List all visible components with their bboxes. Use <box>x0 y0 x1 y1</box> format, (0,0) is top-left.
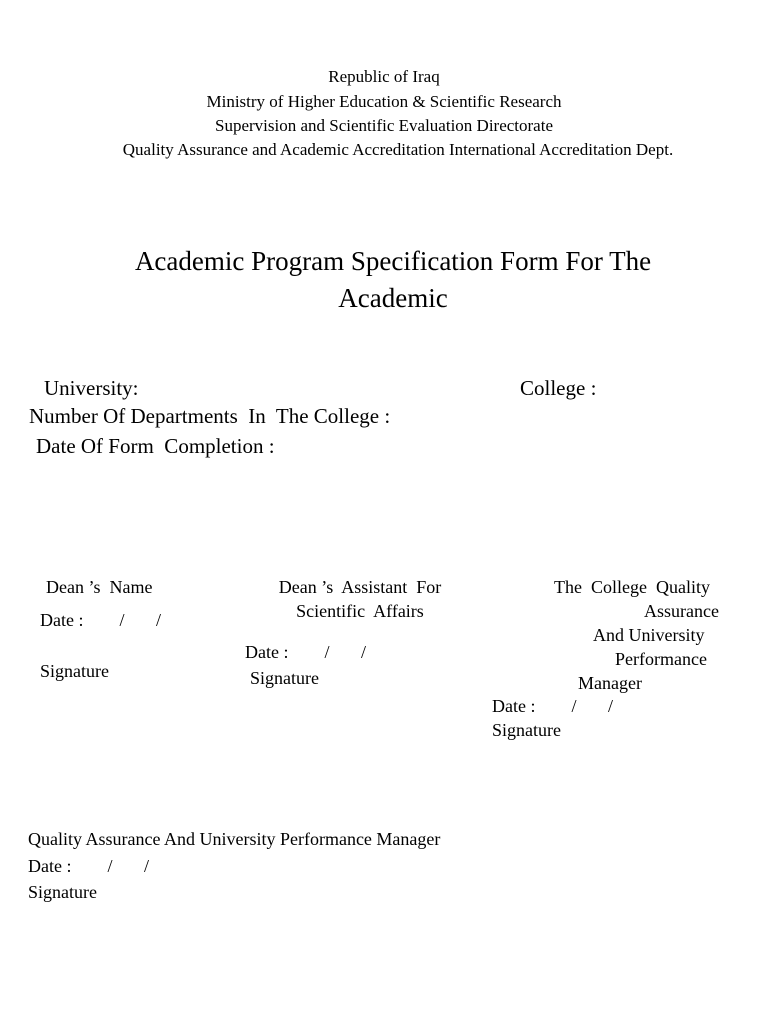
dean-name-label: Dean ’s Name <box>46 577 153 597</box>
university-quality-signature-label: Signature <box>28 882 97 902</box>
assistant-title-line2: Scientific Affairs <box>296 601 424 621</box>
header-republic: Republic of Iraq <box>328 67 440 86</box>
header-department: Quality Assurance and Academic Accreditation International Accreditation Dept. <box>122 140 674 159</box>
college-quality-title-line2: Assurance <box>644 601 719 621</box>
departments-label: Number Of Departments In The College : <box>29 404 391 428</box>
college-quality-title-line1: The College Quality <box>554 577 710 597</box>
university-quality-date-label: Date : / / <box>28 856 149 876</box>
completion-date-label: Date Of Form Completion : <box>36 434 275 458</box>
assistant-signature-label: Signature <box>250 668 319 688</box>
form-title-line1: Academic Program Specification Form For The <box>134 246 652 276</box>
assistant-title-line1: Dean ’s Assistant For <box>278 577 442 597</box>
college-quality-title-line4: Performance <box>615 649 707 669</box>
header-ministry: Ministry of Higher Education & Scientific Research <box>206 92 562 111</box>
university-label: University: <box>44 376 139 400</box>
college-quality-date-label: Date : / / <box>492 696 613 716</box>
college-quality-signature-label: Signature <box>492 720 561 740</box>
college-quality-title-line5: Manager <box>578 673 642 693</box>
college-label: College : <box>520 376 597 400</box>
dean-signature-label: Signature <box>40 661 109 681</box>
college-quality-title-line3: And University <box>593 625 705 645</box>
university-quality-title: Quality Assurance And University Performance Manager <box>28 829 441 849</box>
dean-date-label: Date : / / <box>40 610 161 630</box>
header-directorate: Supervision and Scientific Evaluation Directorate <box>214 116 553 135</box>
assistant-date-label: Date : / / <box>245 642 366 662</box>
form-title-line2: Academic <box>338 283 448 313</box>
